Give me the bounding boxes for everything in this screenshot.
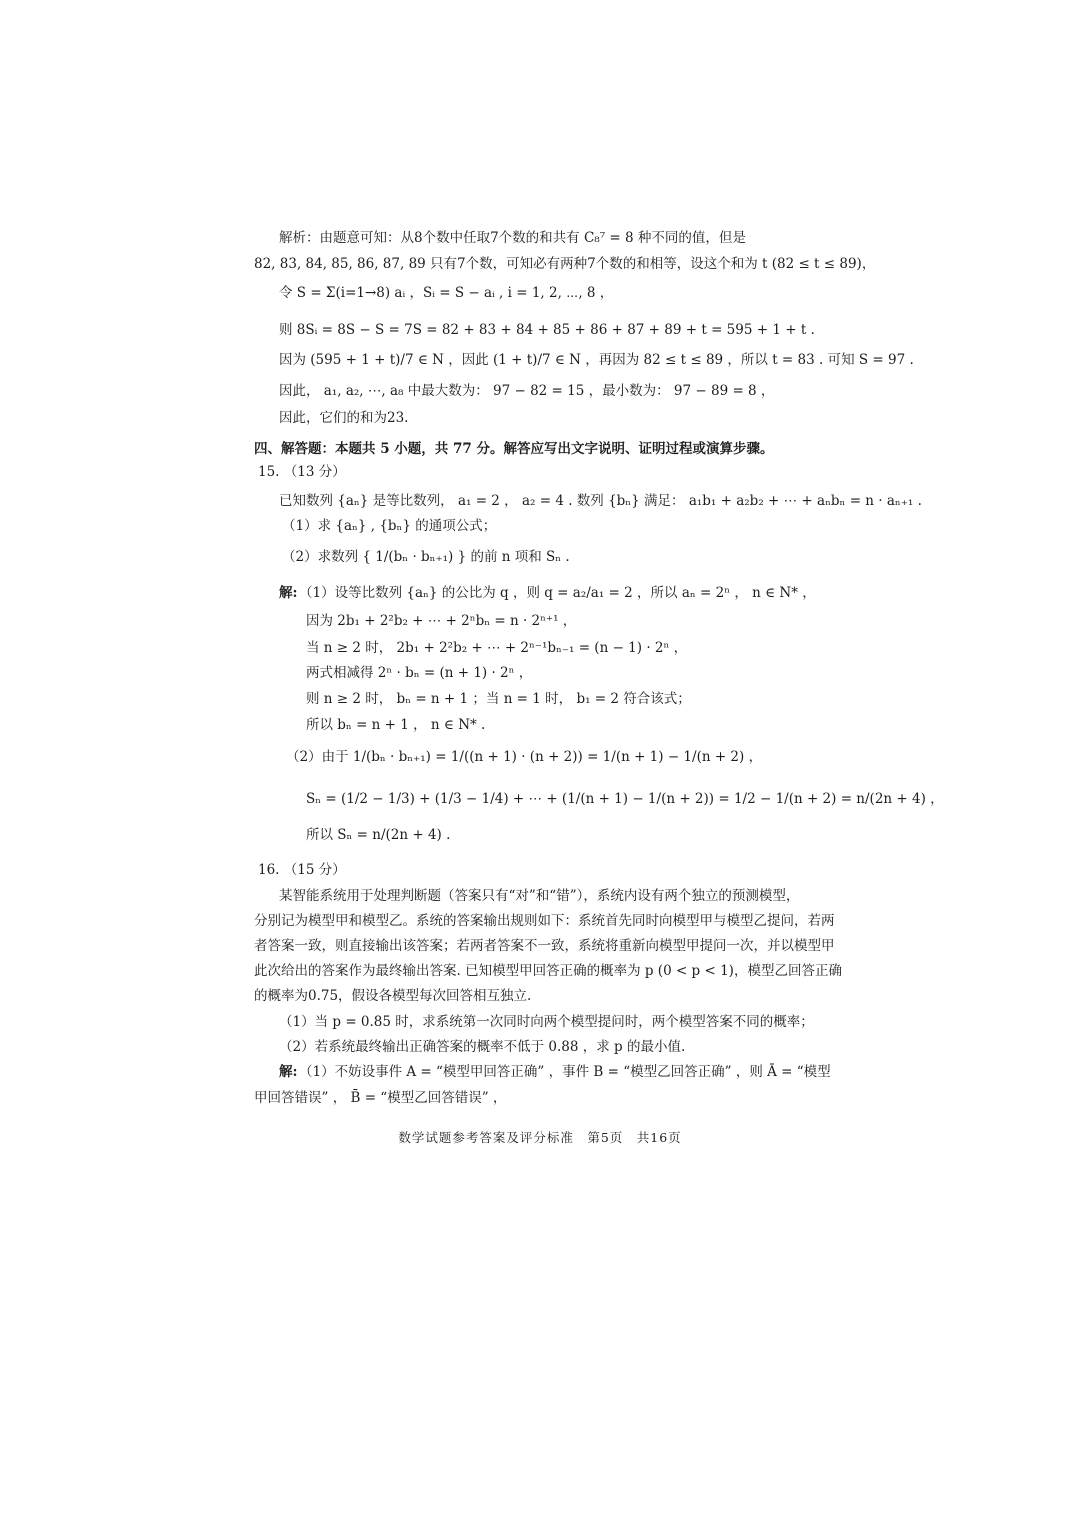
solution-line: （1）设等比数列 {aₙ} 的公比为 q ，则 q = a₂/a₁ = 2 ，所以 aₙ = 2ⁿ ， n ∈ N* ， (299, 585, 816, 601)
page-footer: 数学试题参考答案及评分标准 第5页 共16页 (398, 1130, 682, 1145)
section-heading: 四、解答题：本题共 5 小题，共 77 分。解答应写出文字说明、证明过程或演算步骤。 (254, 441, 774, 457)
analysis-line: 因此， a₁, a₂, ⋯, a₈ 中最大数为： 97 − 82 = 15 ，最小数为： 97 − 89 = 8 ， (279, 383, 775, 399)
question-part-1: （1）当 p = 0.85 时，求系统第一次同时向两个模型提问时，两个模型答案不同的概率； (279, 1014, 814, 1030)
solution-line: 两式相减得 2ⁿ · bₙ = (n + 1) · 2ⁿ ， (306, 665, 533, 681)
question-stem-line: 分别记为模型甲和模型乙。系统的答案输出规则如下：系统首先同时向模型甲与模型乙提问，若两 (254, 913, 835, 929)
analysis-line: 因为 (595 + 1 + t)/7 ∈ N ，因此 (1 + t)/7 ∈ N ，再因为 82 ≤ t ≤ 89 ，所以 t = 83 . 可知 S = 97 . (279, 352, 914, 368)
analysis-line: 因此，它们的和为23. (279, 410, 409, 426)
question-part-2: （2）求数列 { 1/(bₙ · bₙ₊₁) } 的前 n 项和 Sₙ . (282, 549, 570, 565)
solution-line: 所以 bₙ = n + 1 ， n ∈ N* . (306, 717, 486, 733)
question-part-2: （2）若系统最终输出正确答案的概率不低于 0.88 ，求 p 的最小值. (279, 1039, 686, 1055)
solution-line: 所以 Sₙ = n/(2n + 4) . (306, 827, 451, 843)
question-stem-line: 的概率为0.75，假设各模型每次回答相互独立. (254, 988, 532, 1004)
analysis-line: 解析：由题意可知：从8个数中任取7个数的和共有 C₈⁷ = 8 种不同的值，但是 (279, 230, 746, 246)
solution-label: 解: (279, 1064, 298, 1080)
analysis-line: 则 8Sᵢ = 8S − S = 7S = 82 + 83 + 84 + 85 + 86 + 87 + 89 + t = 595 + 1 + t . (279, 322, 815, 338)
solution-line: （2）由于 1/(bₙ · bₙ₊₁) = 1/((n + 1) · (n + 2)) = 1/(n + 1) − 1/(n + 2) ， (286, 749, 763, 765)
question-number: 15. （13 分） (258, 464, 346, 480)
analysis-line: 令 S = Σ(i=1→8) aᵢ ，Sᵢ = S − aᵢ , i = 1, 2, ⋯, 8 ， (279, 285, 614, 301)
question-stem-line: 者答案一致，则直接输出该答案；若两者答案不一致，系统将重新向模型甲提问一次，并以模型甲 (254, 938, 835, 954)
analysis-line: 82, 83, 84, 85, 86, 87, 89 只有7个数，可知必有两种7个数的和相等，设这个和为 t (82 ≤ t ≤ 89)， (254, 256, 876, 272)
solution-label: 解: (279, 585, 298, 601)
question-stem-line: 此次给出的答案作为最终输出答案. 已知模型甲回答正确的概率为 p (0 < p < 1)，模型乙回答正确 (254, 963, 842, 979)
solution-line: Sₙ = (1/2 − 1/3) + (1/3 − 1/4) + ⋯ + (1/(n + 1) − 1/(n + 2)) = 1/2 − 1/(n + 2) = n/(2n + 4) ， (306, 791, 944, 807)
solution-line: 因为 2b₁ + 2²b₂ + ⋯ + 2ⁿbₙ = n · 2ⁿ⁺¹ ， (306, 613, 577, 629)
solution-line: 甲回答错误” ， B̄ = “模型乙回答错误” ， (254, 1090, 507, 1106)
question-stem-line: 某智能系统用于处理判断题（答案只有“对”和“错”），系统内设有两个独立的预测模型， (279, 888, 800, 904)
solution-line: 当 n ≥ 2 时， 2b₁ + 2²b₂ + ⋯ + 2ⁿ⁻¹bₙ₋₁ = (n − 1) · 2ⁿ ， (306, 640, 688, 656)
question-stem: 已知数列 {aₙ} 是等比数列， a₁ = 2 ， a₂ = 4 . 数列 {bₙ} 满足： a₁b₁ + a₂b₂ + ⋯ + aₙbₙ = n · aₙ₊₁ . (279, 493, 922, 509)
solution-line: （1）不妨设事件 A = “模型甲回答正确” ，事件 B = “模型乙回答正确” ，则 Ā = “模型 (299, 1064, 831, 1080)
solution-line: 则 n ≥ 2 时， bₙ = n + 1 ；当 n = 1 时， b₁ = 2 符合该式； (306, 691, 691, 707)
question-number: 16. （15 分） (258, 862, 346, 878)
question-part-1: （1）求 {aₙ} , {bₙ} 的通项公式； (282, 518, 497, 534)
